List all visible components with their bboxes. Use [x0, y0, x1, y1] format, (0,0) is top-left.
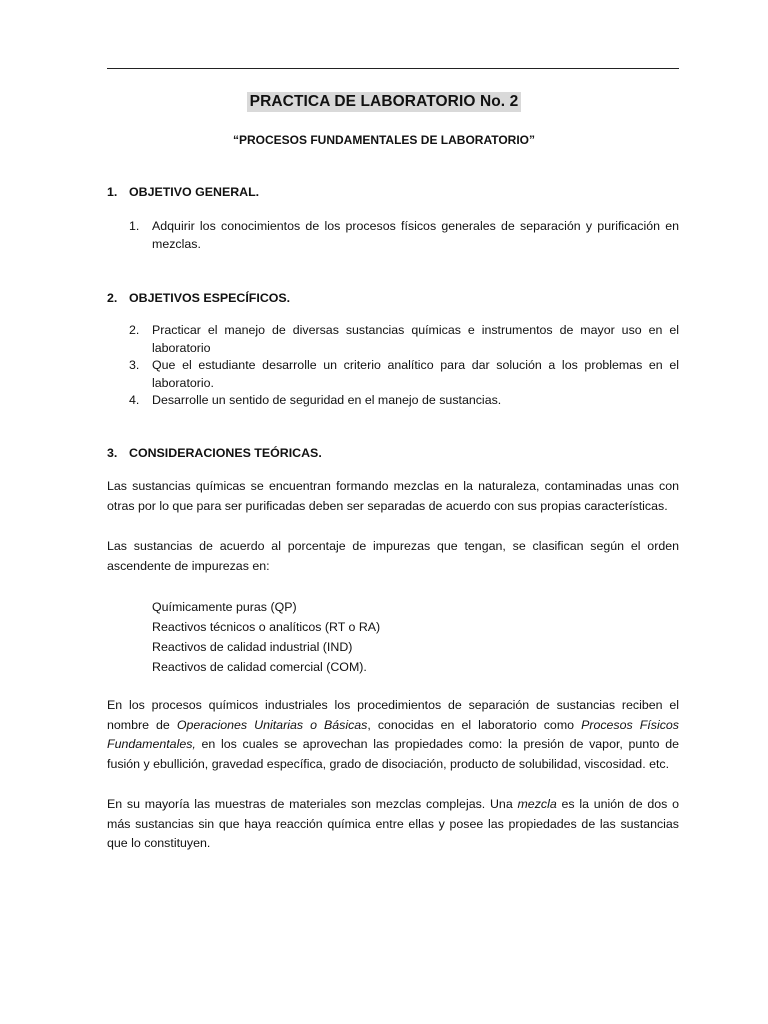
purity-list-item: Reactivos técnicos o analíticos (RT o RA) [152, 620, 381, 634]
term-mezcla: mezcla [517, 797, 557, 811]
list-item [129, 218, 679, 253]
paragraph-mezclas-naturaleza: Las sustancias químicas se encuentran formando mezclas en la naturaleza, contaminadas unas con otras por lo que para ser purificadas deben ser separadas de acuerdo con sus propias características. [107, 479, 679, 513]
item-number: 1. [129, 219, 140, 233]
section-heading-objetivos-especificos [107, 290, 290, 306]
paragraph-mezcla-definicion [107, 795, 679, 854]
section-heading-objetivo-general [107, 184, 259, 200]
paragraph-clasificacion-impurezas: Las sustancias de acuerdo al porcentaje de impurezas que tengan, se clasifican según el orden ascendente de impurezas en: [107, 539, 679, 573]
section-title: OBJETIVO GENERAL. [129, 185, 260, 199]
title-container [0, 92, 768, 112]
item-text: Adquirir los conocimientos de los procesos físicos generales de separación y purificación en mezclas. [152, 219, 679, 251]
paragraph-text: En los procesos químicos industriales los procedimientos de separación de sustancias reciben el nombre de [107, 698, 679, 732]
paragraph-text: es la unión de dos o más sustancias sin que haya reacción química entre ellas y posee las propiedades de las sustancias que lo constituyen. [107, 797, 679, 850]
section-title: CONSIDERACIONES TEÓRICAS. [129, 446, 322, 460]
list-item [129, 322, 679, 357]
item-text: Practicar el manejo de diversas sustancias químicas e instrumentos de mayor uso en el laboratorio [152, 323, 679, 355]
list-item [129, 392, 679, 410]
paragraph-text: , conocidas en el laboratorio como [367, 717, 582, 732]
item-number: 3. [129, 358, 140, 372]
section-title: OBJETIVOS ESPECÍFICOS. [129, 291, 291, 305]
term-operaciones-unitarias: Operaciones Unitarias o Básicas [176, 717, 368, 732]
purity-list-item: Reactivos de calidad industrial (IND) [152, 640, 353, 654]
document-subtitle: “PROCESOS FUNDAMENTALES DE LABORATORIO” [232, 133, 535, 147]
header-rule [107, 68, 679, 69]
section-number: 1. [107, 185, 118, 199]
section-number: 2. [107, 291, 118, 305]
paragraph-text: en los cuales se aprovechan las propiedades como: la presión de vapor, punto de fusión y ebullición, gravedad específica, grado de disociación, producto de solubilidad, viscosidad. etc. [107, 737, 679, 771]
purity-list [152, 597, 380, 677]
item-text: Desarrolle un sentido de seguridad en el manejo de sustancias. [152, 393, 502, 407]
document-title: PRACTICA DE LABORATORIO No. 2 [247, 92, 522, 112]
item-number: 2. [129, 323, 140, 337]
purity-list-item: Reactivos de calidad comercial (COM). [152, 660, 367, 674]
paragraph-operaciones-unitarias [107, 696, 679, 774]
purity-list-item: Químicamente puras (QP) [152, 600, 297, 614]
list-item [129, 357, 679, 392]
section-heading-consideraciones-teoricas [107, 445, 322, 461]
section-number: 3. [107, 446, 118, 460]
term-procesos-fisicos: Procesos Físicos Fundamentales, [107, 717, 679, 751]
item-number: 4. [129, 393, 140, 407]
item-text: Que el estudiante desarrolle un criterio analítico para dar solución a los problemas en el laboratorio. [152, 358, 679, 390]
paragraph-text: En su mayoría las muestras de materiales son mezclas complejas. Una [107, 797, 518, 811]
